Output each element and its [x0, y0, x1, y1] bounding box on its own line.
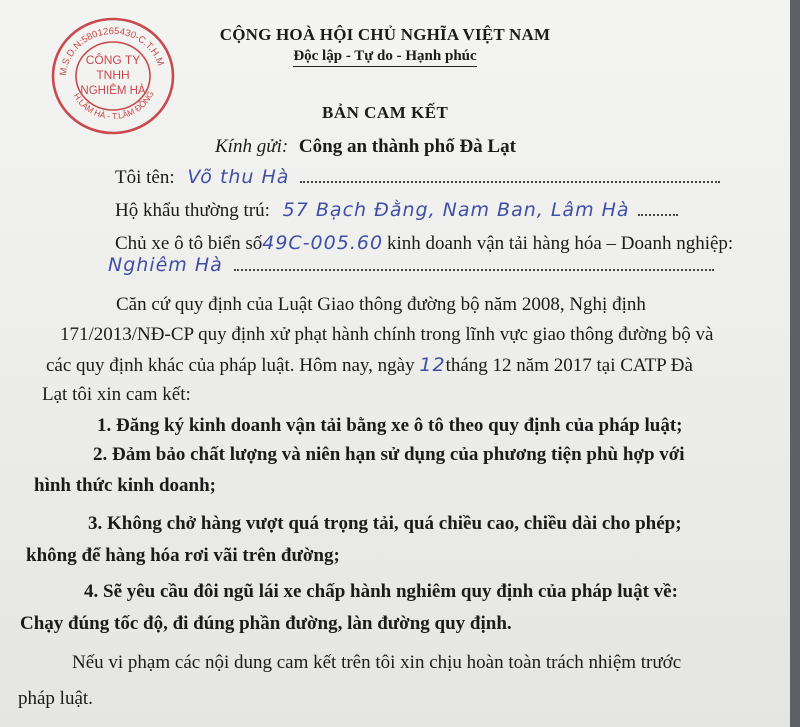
- national-motto: Độc lập - Tự do - Hạnh phúc: [293, 48, 476, 67]
- seal-line-1: CÔNG TY: [85, 53, 141, 67]
- commitment-2-cont: hình thức kinh doanh;: [34, 475, 216, 496]
- commitment-3: 3. Không chở hàng vượt quá trọng tải, quá chiều cao, chiều dài cho phép;: [88, 513, 682, 534]
- vehicle-label: Chủ xe ô tô biển số: [115, 233, 263, 254]
- closing-line-1: Nếu vi phạm các nội dung cam kết trên tôi xin chịu hoàn toàn trách nhiệm trước: [72, 652, 682, 673]
- national-header: [185, 25, 585, 67]
- seal-ring-text: M.S.D.N:5801265430-C.T.H.M: [57, 25, 166, 77]
- recipient-line: [215, 136, 516, 158]
- address-label: Hộ khẩu thường trú:: [115, 200, 270, 221]
- vehicle-suffix: kinh doanh vận tải hàng hóa – Doanh nghiệp:: [387, 233, 734, 254]
- commitment-1: 1. Đăng ký kinh doanh vận tải bằng xe ô tô theo quy định của pháp luật;: [97, 415, 683, 436]
- company-seal: [46, 12, 180, 140]
- vehicle-plate: 49C-005.60: [262, 232, 384, 254]
- body-line-1: Căn cứ quy định của Luật Giao thông đường bộ năm 2008, Nghị định: [116, 294, 646, 315]
- seal-line-3: NGHIÊM HÀ: [80, 85, 146, 97]
- body-line-3: [46, 354, 693, 377]
- name-label: Tôi tên:: [115, 167, 175, 188]
- company-value: Nghiêm Hà: [108, 254, 223, 276]
- body-line-4: Lạt tôi xin cam kết:: [42, 384, 191, 405]
- seal-line-2: TNHH: [96, 68, 130, 82]
- address-dotted-line: [638, 200, 678, 216]
- document-title: BẢN CAM KẾT: [322, 103, 449, 122]
- commitment-4-cont: Chạy đúng tốc độ, đi đúng phần đường, làn đường quy định.: [20, 613, 512, 634]
- name-value: Võ thu Hà: [187, 166, 290, 188]
- body-line-2: 171/2013/NĐ-CP quy định xử phạt hành chính trong lĩnh vực giao thông đường bộ và: [60, 324, 714, 345]
- address-value: 57 Bạch Đằng, Nam Ban, Lâm Hà: [282, 199, 630, 221]
- name-dotted-line: [300, 167, 720, 183]
- vehicle-field: [115, 232, 733, 255]
- commitment-4: 4. Sẽ yêu cầu đôi ngũ lái xe chấp hành nghiêm quy định của pháp luật về:: [84, 581, 678, 602]
- closing-line-2: pháp luật.: [18, 688, 93, 709]
- recipient-value: Công an thành phố Đà Lạt: [298, 136, 516, 157]
- commitment-3-cont: không để hàng hóa rơi vãi trên đường;: [26, 545, 340, 566]
- nation-title: CỘNG HOÀ HỘI CHỦ NGHĨA VIỆT NAM: [219, 25, 551, 44]
- seal-ring-bottom: H.LÂM HÀ - T.LÂM ĐỒNG: [71, 89, 156, 122]
- company-field: [108, 254, 714, 277]
- address-field: [115, 199, 678, 222]
- body-line-3-text: các quy định khác của pháp luật. Hôm nay, ngày: [46, 355, 415, 376]
- recipient-label: Kính gửi:: [215, 136, 289, 157]
- day-value: 12: [419, 354, 446, 376]
- name-field: [115, 166, 720, 189]
- commitment-2: 2. Đảm bảo chất lượng và niên hạn sử dụng của phương tiện phù hợp với: [93, 444, 685, 465]
- body-line-3-rest: tháng 12 năm 2017 tại CATP Đà: [445, 355, 693, 376]
- company-dotted-line: [234, 255, 714, 271]
